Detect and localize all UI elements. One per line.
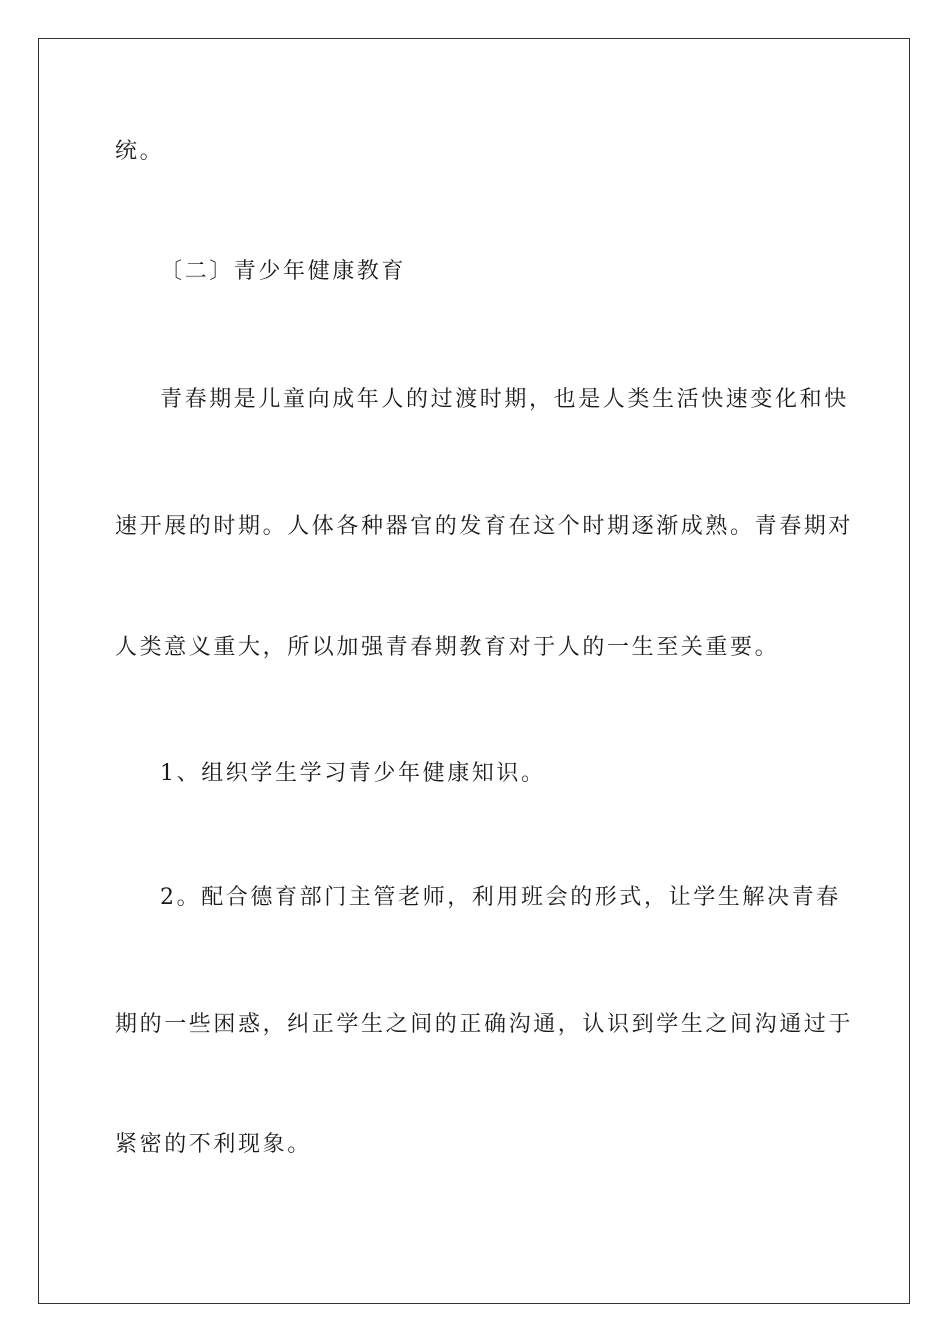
paragraph-line-2: 速开展的时期。人体各种器官的发育在这个时期逐渐成熟。青春期对 bbox=[115, 514, 854, 539]
list-item-2-line-3: 紧密的不利现象。 bbox=[115, 1132, 312, 1157]
section-heading: 〔二〕青少年健康教育 bbox=[160, 259, 407, 284]
list-item-2-line-2: 期的一些困惑，纠正学生之间的正确沟通，认识到学生之间沟通过于 bbox=[115, 1012, 854, 1037]
list-item-2-line-1: 2。配合德育部门主管老师，利用班会的形式，让学生解决青春 bbox=[160, 885, 841, 910]
paragraph-line-1: 青春期是儿童向成年人的过渡时期，也是人类生活快速变化和快 bbox=[160, 387, 849, 412]
list-item-1: 1、组织学生学习青少年健康知识。 bbox=[160, 761, 546, 786]
text-line-1: 统。 bbox=[115, 139, 165, 164]
paragraph-line-3: 人类意义重大，所以加强青春期教育对于人的一生至关重要。 bbox=[115, 635, 780, 660]
page-border bbox=[38, 38, 910, 1304]
